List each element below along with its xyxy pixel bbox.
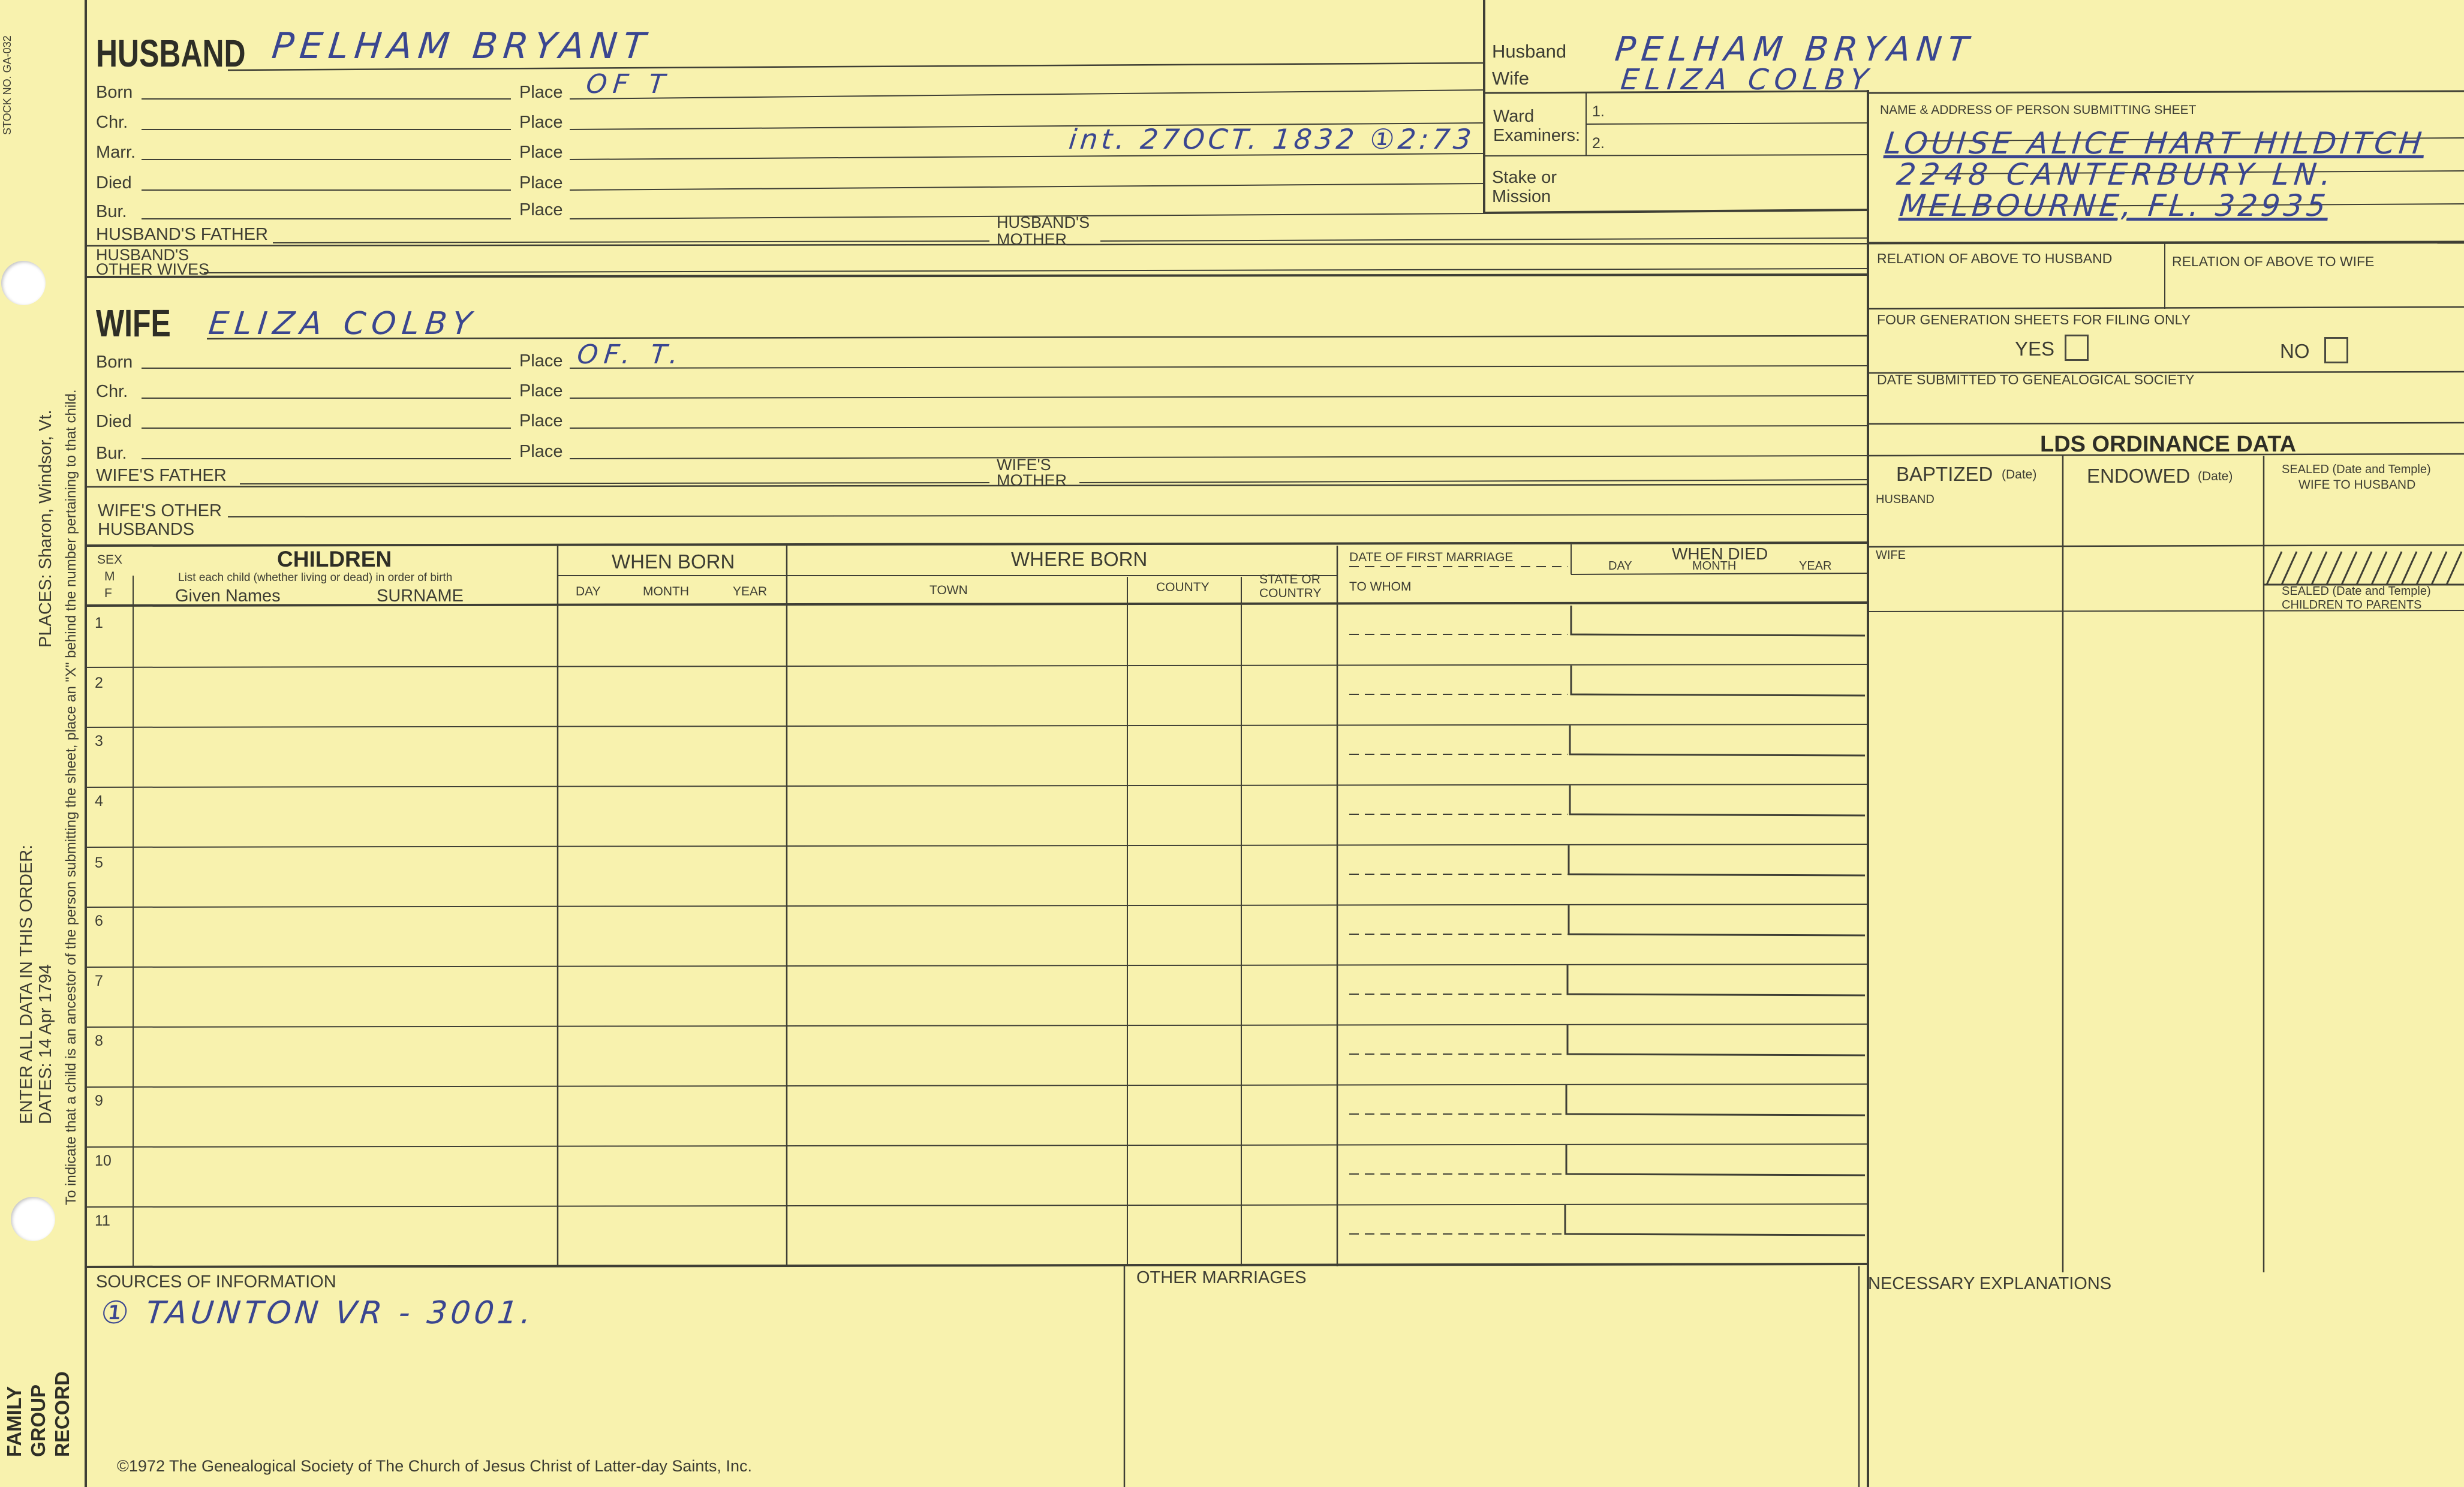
state-label-1: STATE OR	[1259, 573, 1320, 586]
husband-other-wives-label-2: OTHER WIVES	[96, 260, 210, 278]
examiners-label: Examiners:	[1493, 126, 1581, 145]
husband-name[interactable]: PELHAM BRYANT	[270, 25, 654, 67]
died-year-label: YEAR	[1799, 559, 1832, 573]
other-marriages-label: OTHER MARRIAGES	[1136, 1268, 1307, 1287]
where-born-label: WHERE BORN	[1011, 548, 1148, 570]
husband-other-wives-label-1: HUSBAND'S	[96, 246, 189, 264]
wife-died-label: Died	[96, 412, 132, 431]
when-died-label: WHEN DIED	[1672, 544, 1768, 563]
to-whom-label: TO WHOM	[1349, 580, 1412, 594]
summary-husband-value[interactable]: PELHAM BRYANT	[1613, 30, 1976, 69]
copyright-notice: ©1972 The Genealogical Society of The Church of Jesus Christ of Latter-day Saints, Inc.	[117, 1457, 752, 1475]
town-label: TOWN	[929, 583, 968, 597]
record-title-family: FAMILY	[3, 1386, 25, 1457]
summary-wife-value[interactable]: ELIZA COLBY	[1619, 63, 1876, 97]
examiner-2: 2.	[1592, 135, 1605, 152]
child-row-number: 5	[95, 854, 103, 871]
submitter-label: NAME & ADDRESS OF PERSON SUBMITTING SHEET	[1880, 103, 2197, 117]
lds-sealed-children-1: SEALED (Date and Temple)	[2282, 585, 2431, 598]
no-label: NO	[2280, 340, 2310, 362]
lds-wife-label: WIFE	[1876, 549, 1906, 562]
husband-heading: HUSBAND	[96, 32, 246, 75]
wife-other-husbands-label-2: HUSBANDS	[98, 520, 195, 539]
husband-marr-label: Marr.	[96, 143, 136, 162]
born-day-label: DAY	[576, 585, 601, 598]
husband-chr-label: Chr.	[96, 113, 128, 132]
husband-died-place-label: Place	[519, 173, 563, 192]
sex-label: SEX	[97, 553, 123, 567]
lds-baptized-date: (Date)	[2002, 468, 2037, 481]
child-row-number: 9	[95, 1092, 103, 1109]
child-row-number: 4	[95, 793, 103, 809]
lds-baptized-label: BAPTIZED	[1896, 463, 1993, 485]
child-row-number: 6	[95, 913, 103, 929]
died-month-label: MONTH	[1692, 559, 1737, 573]
wife-bur-place-label: Place	[519, 442, 563, 461]
sources-label: SOURCES OF INFORMATION	[96, 1272, 336, 1292]
yes-checkbox[interactable]	[2065, 335, 2089, 361]
punch-hole-top	[1, 261, 46, 305]
submitter-line-3[interactable]: MELBOURNE, FL. 32935	[1898, 188, 2331, 223]
husband-bur-label: Bur.	[96, 202, 127, 221]
yes-label: YES	[2015, 338, 2055, 360]
child-row-number: 11	[95, 1212, 110, 1229]
sex-m-label: M	[104, 570, 115, 583]
lds-endowed-label: ENDOWED	[2087, 465, 2191, 487]
husband-bur-place-label: Place	[519, 200, 563, 219]
enter-order-note: ENTER ALL DATA IN THIS ORDER:	[17, 844, 36, 1124]
wife-chr-label: Chr.	[96, 382, 128, 401]
no-checkbox[interactable]	[2324, 337, 2348, 363]
husband-born-place[interactable]: OF T	[585, 69, 673, 100]
relation-wife-label: RELATION OF ABOVE TO WIFE	[2172, 254, 2375, 269]
when-born-label: WHEN BORN	[612, 550, 735, 573]
four-generation-label: FOUR GENERATION SHEETS FOR FILING ONLY	[1877, 312, 2191, 327]
lds-endowed-date: (Date)	[2198, 469, 2233, 483]
wife-chr-place-label: Place	[519, 381, 563, 401]
ancestor-instruction: To indicate that a child is an ancestor of the person submitting the sheet, place an "X" behind the number pertaining to that child.	[63, 389, 79, 1205]
wife-born-place[interactable]: OF. T.	[576, 339, 686, 370]
lds-title: LDS ORDINANCE DATA	[2040, 432, 2297, 457]
dates-note: DATES: 14 Apr 1794	[36, 964, 55, 1124]
first-marriage-label: DATE OF FIRST MARRIAGE	[1349, 550, 1514, 564]
lds-husband-label: HUSBAND	[1876, 493, 1935, 506]
child-row-number: 7	[95, 973, 103, 989]
husband-born-place-label: Place	[519, 83, 563, 102]
child-row-number: 1	[95, 615, 103, 631]
born-year-label: YEAR	[733, 585, 768, 598]
record-title-record: RECORD	[51, 1371, 73, 1457]
wife-died-place-label: Place	[519, 411, 563, 431]
sources-value[interactable]: ① TAUNTON VR - 3001.	[99, 1295, 537, 1331]
necessary-explanations-label: NECESSARY EXPLANATIONS	[1868, 1274, 2112, 1293]
children-subtitle: List each child (whether living or dead) in order of birth	[178, 571, 453, 584]
child-row-number: 10	[95, 1152, 112, 1169]
wife-heading: WIFE	[96, 302, 171, 345]
summary-wife-label: Wife	[1492, 68, 1529, 89]
husband-mother-label-2: MOTHER	[997, 230, 1067, 248]
ward-label: Ward	[1493, 107, 1535, 126]
punch-hole-bottom	[11, 1197, 55, 1241]
state-label-2: COUNTRY	[1259, 586, 1322, 600]
wife-mother-label-1: WIFE'S	[997, 456, 1051, 474]
date-submitted-label: DATE SUBMITTED TO GENEALOGICAL SOCIETY	[1877, 372, 2195, 387]
summary-husband-label: Husband	[1492, 41, 1567, 62]
husband-marr-place-label: Place	[519, 143, 563, 162]
child-row-number: 3	[95, 733, 103, 749]
child-row-number: 2	[95, 675, 103, 691]
husband-father-label: HUSBAND'S FATHER	[96, 225, 268, 244]
submitter-line-1[interactable]: LOUISE ALICE HART HILDITCH	[1883, 126, 2427, 161]
lds-sealed-children-2: CHILDREN TO PARENTS	[2282, 598, 2422, 612]
child-row-number: 8	[95, 1033, 103, 1049]
submitter-line-2[interactable]: 2248 CANTERBURY LN.	[1895, 157, 2337, 192]
husband-marr-place[interactable]: int. 27OCT. 1832 ①2:73	[1067, 123, 1476, 155]
stock-number: STOCK NO. GA-032	[1, 35, 13, 135]
wife-born-place-label: Place	[519, 351, 563, 371]
wife-mother-label-2: MOTHER	[997, 471, 1067, 489]
husband-born-label: Born	[96, 83, 133, 102]
surname-label: SURNAME	[377, 586, 464, 606]
died-day-label: DAY	[1608, 559, 1632, 573]
husband-died-label: Died	[96, 173, 132, 192]
lds-sealed-wife-2: WIFE TO HUSBAND	[2298, 478, 2416, 492]
wife-born-label: Born	[96, 353, 133, 372]
children-title: CHILDREN	[277, 547, 392, 571]
born-month-label: MONTH	[643, 585, 689, 598]
given-names-label: Given Names	[175, 586, 281, 606]
places-note: PLACES: Sharon, Windsor, Vt.	[36, 410, 55, 648]
wife-name[interactable]: ELIZA COLBY	[207, 306, 479, 342]
husband-chr-place-label: Place	[519, 113, 563, 132]
county-label: COUNTY	[1156, 580, 1210, 594]
sex-f-label: F	[104, 586, 112, 600]
relation-husband-label: RELATION OF ABOVE TO HUSBAND	[1877, 251, 2113, 266]
wife-other-husbands-label-1: WIFE'S OTHER	[98, 501, 222, 520]
mission-label: Mission	[1492, 187, 1551, 206]
stake-label: Stake or	[1492, 168, 1557, 187]
wife-bur-label: Bur.	[96, 444, 127, 463]
record-title-group: GROUP	[27, 1384, 49, 1457]
lds-sealed-wife-1: SEALED (Date and Temple)	[2282, 463, 2431, 476]
husband-mother-label-1: HUSBAND'S	[997, 213, 1090, 231]
examiner-1: 1.	[1592, 103, 1605, 120]
wife-father-label: WIFE'S FATHER	[96, 466, 227, 485]
